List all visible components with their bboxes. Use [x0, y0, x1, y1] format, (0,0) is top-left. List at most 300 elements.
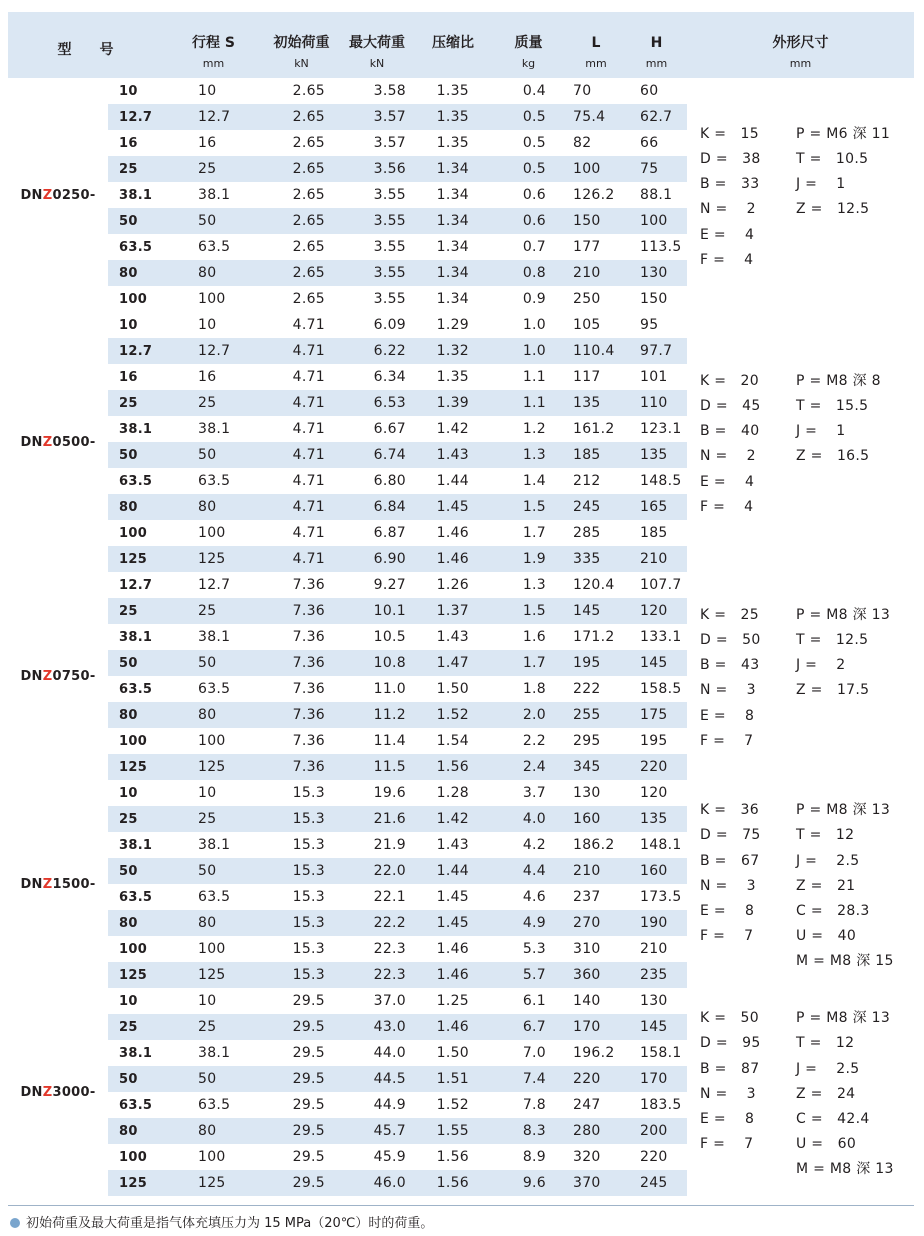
- table-cell: 1.34: [436, 291, 469, 307]
- model-length: 125: [108, 546, 163, 572]
- table-cell: 38.1: [198, 837, 231, 853]
- model-z: Z: [42, 876, 53, 892]
- dims-right-value: T = 12: [796, 1035, 855, 1052]
- table-cell: 133.1: [640, 629, 682, 645]
- dims-row: [687, 394, 914, 419]
- model-length: 63.5: [119, 473, 153, 489]
- model-length: 16: [119, 369, 138, 385]
- dims-row: [687, 704, 914, 729]
- table-cell: 10: [198, 317, 217, 333]
- table-cell: 7.36: [292, 629, 325, 645]
- header-H-label: H: [650, 35, 663, 51]
- table-cell: 15.3: [292, 941, 325, 957]
- table-cell: 3.55: [339, 208, 415, 234]
- dims-left-value: F = 4: [700, 251, 754, 268]
- model-length: 38.1: [119, 629, 153, 645]
- table-cell: 120: [626, 598, 687, 624]
- table-cell: 1.34: [415, 260, 491, 286]
- dims-right-value: P = M8 深 13: [796, 1010, 891, 1027]
- model-prefix: DN: [20, 668, 43, 684]
- table-cell: 11.0: [373, 681, 406, 697]
- table-cell: 38.1: [198, 629, 231, 645]
- table-cell: 210: [640, 941, 668, 957]
- header-max-load: [339, 12, 415, 78]
- table-cell: 1.9: [491, 546, 566, 572]
- table-cell: 21.6: [339, 806, 415, 832]
- dims-right-value: U = 40: [796, 928, 857, 945]
- dims-list: [687, 988, 914, 1183]
- table-cell: 7.36: [292, 681, 325, 697]
- table-cell: 29.5: [264, 1118, 339, 1144]
- table-cell: 19.6: [373, 785, 406, 801]
- table-cell: 1.25: [436, 993, 469, 1009]
- header-dims: [687, 12, 914, 78]
- dims-left-value: F = 7: [700, 1136, 754, 1153]
- table-cell: 1.47: [415, 650, 491, 676]
- table-cell: 135: [626, 806, 687, 832]
- table-cell: 1.26: [436, 577, 469, 593]
- dims-right-value: C = 28.3: [796, 902, 870, 919]
- table-cell: 158.1: [640, 1045, 682, 1061]
- header-mass-label: 质量: [514, 35, 543, 51]
- header-dims-unit: mm: [789, 57, 812, 70]
- dims-right-value: J = 1: [796, 423, 846, 440]
- model-length: 50: [108, 1066, 163, 1092]
- dims-left-value: E = 8: [700, 1110, 755, 1127]
- table-cell: 125: [163, 1170, 264, 1196]
- table-cell: 15.3: [264, 858, 339, 884]
- table-cell: 2.2: [522, 733, 546, 749]
- table-cell: 220: [626, 754, 687, 780]
- table-cell: 45.9: [373, 1149, 406, 1165]
- table-cell: 235: [626, 962, 687, 988]
- table-cell: 1.55: [415, 1118, 491, 1144]
- table-cell: 1.56: [415, 1170, 491, 1196]
- dims-row: [687, 1107, 914, 1132]
- table-cell: 126.2: [573, 187, 615, 203]
- table-cell: 0.6: [491, 208, 566, 234]
- table-header: [8, 12, 914, 78]
- table-cell: 237: [573, 889, 601, 905]
- table-cell: 250: [573, 291, 601, 307]
- table-cell: 15.3: [264, 962, 339, 988]
- model-length: 50: [108, 442, 163, 468]
- table-cell: 1.34: [436, 239, 469, 255]
- dims-row: [687, 1057, 914, 1082]
- model-suffix: 0750-: [52, 668, 96, 684]
- table-cell: 1.6: [522, 629, 546, 645]
- table-cell: 10.1: [339, 598, 415, 624]
- model-length: 125: [108, 1170, 163, 1196]
- table-cell: 183.5: [640, 1097, 682, 1113]
- table-cell: 44.0: [373, 1045, 406, 1061]
- model-length: 63.5: [119, 889, 153, 905]
- table-cell: 38.1: [198, 187, 231, 203]
- model-length: 63.5: [119, 681, 153, 697]
- dims-row: [687, 603, 914, 628]
- table-cell: 295: [573, 733, 601, 749]
- dims-row: [687, 419, 914, 444]
- header-L-label: L: [591, 35, 601, 51]
- dims-row: [687, 849, 914, 874]
- header-model: [8, 12, 163, 78]
- dims-row: [687, 1157, 914, 1182]
- table-cell: 50: [163, 1066, 264, 1092]
- table-cell: 10.5: [373, 629, 406, 645]
- table-cell: 11.4: [373, 733, 406, 749]
- table-cell: 15.3: [264, 910, 339, 936]
- dims-left-value: N = 3: [700, 1085, 756, 1102]
- table-cell: 107.7: [640, 577, 682, 593]
- table-cell: 130: [640, 993, 668, 1009]
- table-cell: 10: [198, 993, 217, 1009]
- dims-row: [687, 172, 914, 197]
- table-cell: 4.9: [491, 910, 566, 936]
- table-cell: 6.67: [373, 421, 406, 437]
- table-cell: 320: [573, 1149, 601, 1165]
- model-length: 100: [119, 291, 148, 307]
- table-cell: 15.3: [292, 889, 325, 905]
- dims-left-value: D = 95: [700, 1035, 761, 1052]
- table-cell: 2.65: [292, 135, 325, 151]
- dims-left-value: E = 4: [700, 473, 755, 490]
- table-cell: 15.3: [264, 806, 339, 832]
- dims-row: [687, 628, 914, 653]
- model-length: 25: [108, 1014, 163, 1040]
- table-cell: 1.37: [415, 598, 491, 624]
- dims-right-value: M = M8 深 13: [796, 1161, 894, 1178]
- dims-row: [687, 874, 914, 899]
- header-dims-label: 外形尺寸: [772, 35, 829, 51]
- dims-list: [687, 572, 914, 754]
- dims-right-value: T = 15.5: [796, 398, 869, 415]
- table-row: [8, 78, 914, 104]
- table-cell: 0.4: [522, 83, 546, 99]
- table-cell: 1.7: [491, 650, 566, 676]
- table-cell: 170: [626, 1066, 687, 1092]
- model-suffix: 3000-: [52, 1084, 96, 1100]
- table-cell: 63.5: [198, 681, 231, 697]
- table-cell: 11.2: [339, 702, 415, 728]
- header-initial-load-label: 初始荷重: [273, 35, 330, 51]
- dims-right-value: P = M8 深 8: [796, 372, 881, 389]
- table-cell: 22.3: [373, 941, 406, 957]
- table-cell: 29.5: [292, 1097, 325, 1113]
- table-cell: 6.90: [339, 546, 415, 572]
- model-prefix: DN: [20, 187, 43, 203]
- model-length: 63.5: [119, 1097, 153, 1113]
- table-cell: 220: [566, 1066, 626, 1092]
- table-bottom-rule: [8, 1205, 914, 1206]
- table-cell: 43.0: [339, 1014, 415, 1040]
- table-row: [8, 312, 914, 338]
- model-length: 10: [119, 317, 138, 333]
- table-cell: 50: [163, 442, 264, 468]
- model-length: 125: [108, 754, 163, 780]
- table-row: [8, 988, 914, 1014]
- model-length: 25: [108, 390, 163, 416]
- table-cell: 150: [566, 208, 626, 234]
- table-cell: 5.7: [491, 962, 566, 988]
- table-cell: 210: [566, 260, 626, 286]
- dims-right-value: T = 12.5: [796, 631, 869, 648]
- table-cell: 195: [566, 650, 626, 676]
- dims-cell: [687, 312, 914, 572]
- table-cell: 25: [163, 1014, 264, 1040]
- table-cell: 1.46: [436, 525, 469, 541]
- dims-left-value: D = 45: [700, 398, 761, 415]
- model-prefix: DN: [20, 434, 43, 450]
- table-cell: 7.36: [292, 733, 325, 749]
- table-cell: 123.1: [640, 421, 682, 437]
- table-cell: 1.42: [436, 421, 469, 437]
- table-cell: 29.5: [292, 1045, 325, 1061]
- table-cell: 1.7: [522, 525, 546, 541]
- table-cell: 38.1: [198, 1045, 231, 1061]
- table-cell: 335: [566, 546, 626, 572]
- table-cell: 80: [163, 260, 264, 286]
- dims-row: [687, 729, 914, 754]
- dims-right-value: U = 60: [796, 1136, 857, 1153]
- table-cell: 63.5: [198, 239, 231, 255]
- table-cell: 2.65: [292, 83, 325, 99]
- model-suffix: 0250-: [52, 187, 96, 203]
- table-cell: 4.71: [292, 421, 325, 437]
- table-cell: 8.9: [522, 1149, 546, 1165]
- dims-right-value: Z = 24: [796, 1085, 856, 1102]
- table-cell: 185: [566, 442, 626, 468]
- table-cell: 110: [626, 390, 687, 416]
- header-L: [566, 12, 626, 78]
- dims-right-value: P = M6 深 11: [796, 125, 891, 142]
- header-stroke: [163, 12, 264, 78]
- table-cell: 2.65: [264, 104, 339, 130]
- table-cell: 1.51: [415, 1066, 491, 1092]
- table-cell: 148.1: [640, 837, 682, 853]
- bullet-icon: [10, 1218, 20, 1228]
- table-cell: 80: [163, 910, 264, 936]
- model-z: Z: [42, 1084, 53, 1100]
- table-cell: 145: [626, 650, 687, 676]
- footnote-text: 初始荷重及最大荷重是指气体充填压力为 15 MPa（20℃）时的荷重。: [26, 1216, 434, 1231]
- table-cell: 22.3: [339, 962, 415, 988]
- table-cell: 270: [566, 910, 626, 936]
- table-cell: 1.45: [415, 910, 491, 936]
- table-cell: 1.5: [491, 494, 566, 520]
- table-cell: 1.42: [415, 806, 491, 832]
- table-cell: 75: [626, 156, 687, 182]
- table-cell: 3.55: [373, 291, 406, 307]
- dims-left-value: D = 50: [700, 631, 761, 648]
- table-cell: 247: [573, 1097, 601, 1113]
- table-cell: 1.43: [436, 629, 469, 645]
- table-cell: 9.6: [491, 1170, 566, 1196]
- dims-row: [687, 653, 914, 678]
- header-ratio: [415, 12, 491, 78]
- table-row: [8, 780, 914, 806]
- table-cell: 29.5: [292, 993, 325, 1009]
- table-cell: 1.45: [415, 494, 491, 520]
- table-cell: 161.2: [573, 421, 615, 437]
- table-cell: 255: [566, 702, 626, 728]
- table-cell: 100: [198, 1149, 226, 1165]
- table-cell: 80: [163, 494, 264, 520]
- table-cell: 70: [573, 83, 592, 99]
- dims-right-value: J = 1: [796, 176, 846, 193]
- dims-row: [687, 823, 914, 848]
- table-cell: 80: [163, 1118, 264, 1144]
- table-cell: 125: [163, 546, 264, 572]
- dims-right-value: T = 10.5: [796, 151, 869, 168]
- dims-left-value: N = 2: [700, 201, 756, 218]
- table-cell: 145: [626, 1014, 687, 1040]
- table-cell: 173.5: [640, 889, 682, 905]
- table-cell: 10: [198, 785, 217, 801]
- dims-row: [687, 495, 914, 520]
- dims-right-value: J = 2.5: [796, 852, 860, 869]
- table-cell: 1.54: [436, 733, 469, 749]
- header-L-unit: mm: [585, 57, 607, 70]
- model-length: 63.5: [119, 239, 153, 255]
- dims-list: [687, 312, 914, 520]
- table-cell: 1.32: [415, 338, 491, 364]
- table-cell: 222: [573, 681, 601, 697]
- table-cell: 1.46: [436, 941, 469, 957]
- table-cell: 1.44: [436, 473, 469, 489]
- table-cell: 37.0: [373, 993, 406, 1009]
- model-prefix: DN: [20, 876, 43, 892]
- table-cell: 170: [566, 1014, 626, 1040]
- table-cell: 6.34: [373, 369, 406, 385]
- table-cell: 135: [566, 390, 626, 416]
- table-cell: 22.1: [373, 889, 406, 905]
- dims-row: [687, 678, 914, 703]
- table-cell: 7.0: [522, 1045, 546, 1061]
- table-cell: 160: [566, 806, 626, 832]
- table-cell: 160: [626, 858, 687, 884]
- dims-cell: [687, 780, 914, 988]
- dims-right-value: C = 42.4: [796, 1110, 870, 1127]
- table-cell: 29.5: [264, 1170, 339, 1196]
- table-cell: 11.5: [339, 754, 415, 780]
- table-cell: 175: [626, 702, 687, 728]
- table-cell: 25: [163, 806, 264, 832]
- dims-left-value: K = 25: [700, 606, 759, 623]
- dims-row: [687, 924, 914, 949]
- table-cell: 0.7: [522, 239, 546, 255]
- table-cell: 113.5: [640, 239, 682, 255]
- dims-left-value: K = 20: [700, 372, 759, 389]
- dims-right-value: Z = 17.5: [796, 682, 870, 699]
- table-cell: 100: [626, 208, 687, 234]
- table-cell: 285: [573, 525, 601, 541]
- table-cell: 117: [573, 369, 601, 385]
- table-cell: 345: [566, 754, 626, 780]
- model-length: 10: [119, 993, 138, 1009]
- table-cell: 120.4: [573, 577, 615, 593]
- dims-right-value: T = 12: [796, 827, 855, 844]
- table-cell: 50: [163, 208, 264, 234]
- model-length: 12.7: [108, 104, 163, 130]
- dims-left-value: N = 2: [700, 448, 756, 465]
- dims-list: [687, 78, 914, 273]
- table-cell: 1.29: [436, 317, 469, 333]
- table-cell: 4.71: [264, 338, 339, 364]
- table-cell: 1.43: [415, 442, 491, 468]
- spec-table: [8, 12, 914, 1196]
- table-cell: 22.2: [339, 910, 415, 936]
- model-cell: [8, 572, 108, 780]
- table-cell: 2.65: [292, 187, 325, 203]
- table-cell: 0.6: [522, 187, 546, 203]
- table-cell: 150: [640, 291, 668, 307]
- table-cell: 165: [626, 494, 687, 520]
- table-cell: 100: [566, 156, 626, 182]
- table-cell: 1.39: [415, 390, 491, 416]
- table-cell: 5.3: [522, 941, 546, 957]
- table-cell: 190: [626, 910, 687, 936]
- model-length: 100: [119, 1149, 148, 1165]
- table-cell: 1.46: [415, 962, 491, 988]
- table-cell: 110.4: [566, 338, 626, 364]
- table-cell: 22.0: [339, 858, 415, 884]
- model-length: 100: [119, 525, 148, 541]
- model-z: Z: [42, 434, 53, 450]
- model-cell: [8, 78, 108, 312]
- table-cell: 25: [163, 156, 264, 182]
- table-cell: 7.36: [292, 577, 325, 593]
- dims-left-value: B = 40: [700, 423, 760, 440]
- table-cell: 7.36: [264, 702, 339, 728]
- model-suffix: 1500-: [52, 876, 96, 892]
- model-cell: [8, 780, 108, 988]
- table-cell: 4.71: [264, 390, 339, 416]
- header-H-unit: mm: [645, 57, 668, 70]
- table-cell: 4.71: [292, 525, 325, 541]
- table-cell: 100: [198, 733, 226, 749]
- table-cell: 3.7: [522, 785, 546, 801]
- table-body: [8, 78, 914, 1196]
- table-cell: 120: [640, 785, 668, 801]
- model-length: 80: [108, 910, 163, 936]
- table-cell: 4.71: [292, 473, 325, 489]
- dims-row: [687, 248, 914, 273]
- table-cell: 4.71: [264, 546, 339, 572]
- table-cell: 1.35: [436, 369, 469, 385]
- table-cell: 2.0: [491, 702, 566, 728]
- table-cell: 370: [566, 1170, 626, 1196]
- table-cell: 130: [626, 260, 687, 286]
- table-cell: 210: [626, 546, 687, 572]
- table-cell: 200: [626, 1118, 687, 1144]
- table-cell: 145: [566, 598, 626, 624]
- table-cell: 1.46: [415, 546, 491, 572]
- table-cell: 7.36: [264, 650, 339, 676]
- table-cell: 4.4: [491, 858, 566, 884]
- model-length: 50: [108, 858, 163, 884]
- model-length: 50: [108, 208, 163, 234]
- table-cell: 25: [163, 598, 264, 624]
- dims-left-value: K = 36: [700, 802, 759, 819]
- dims-row: [687, 444, 914, 469]
- table-cell: 8.3: [491, 1118, 566, 1144]
- table-cell: 0.5: [491, 104, 566, 130]
- dims-right-value: M = M8 深 15: [796, 953, 894, 970]
- model-length: 10: [119, 785, 138, 801]
- dims-right-value: P = M8 深 13: [796, 606, 891, 623]
- table-cell: 12.7: [198, 577, 231, 593]
- table-cell: 1.34: [436, 187, 469, 203]
